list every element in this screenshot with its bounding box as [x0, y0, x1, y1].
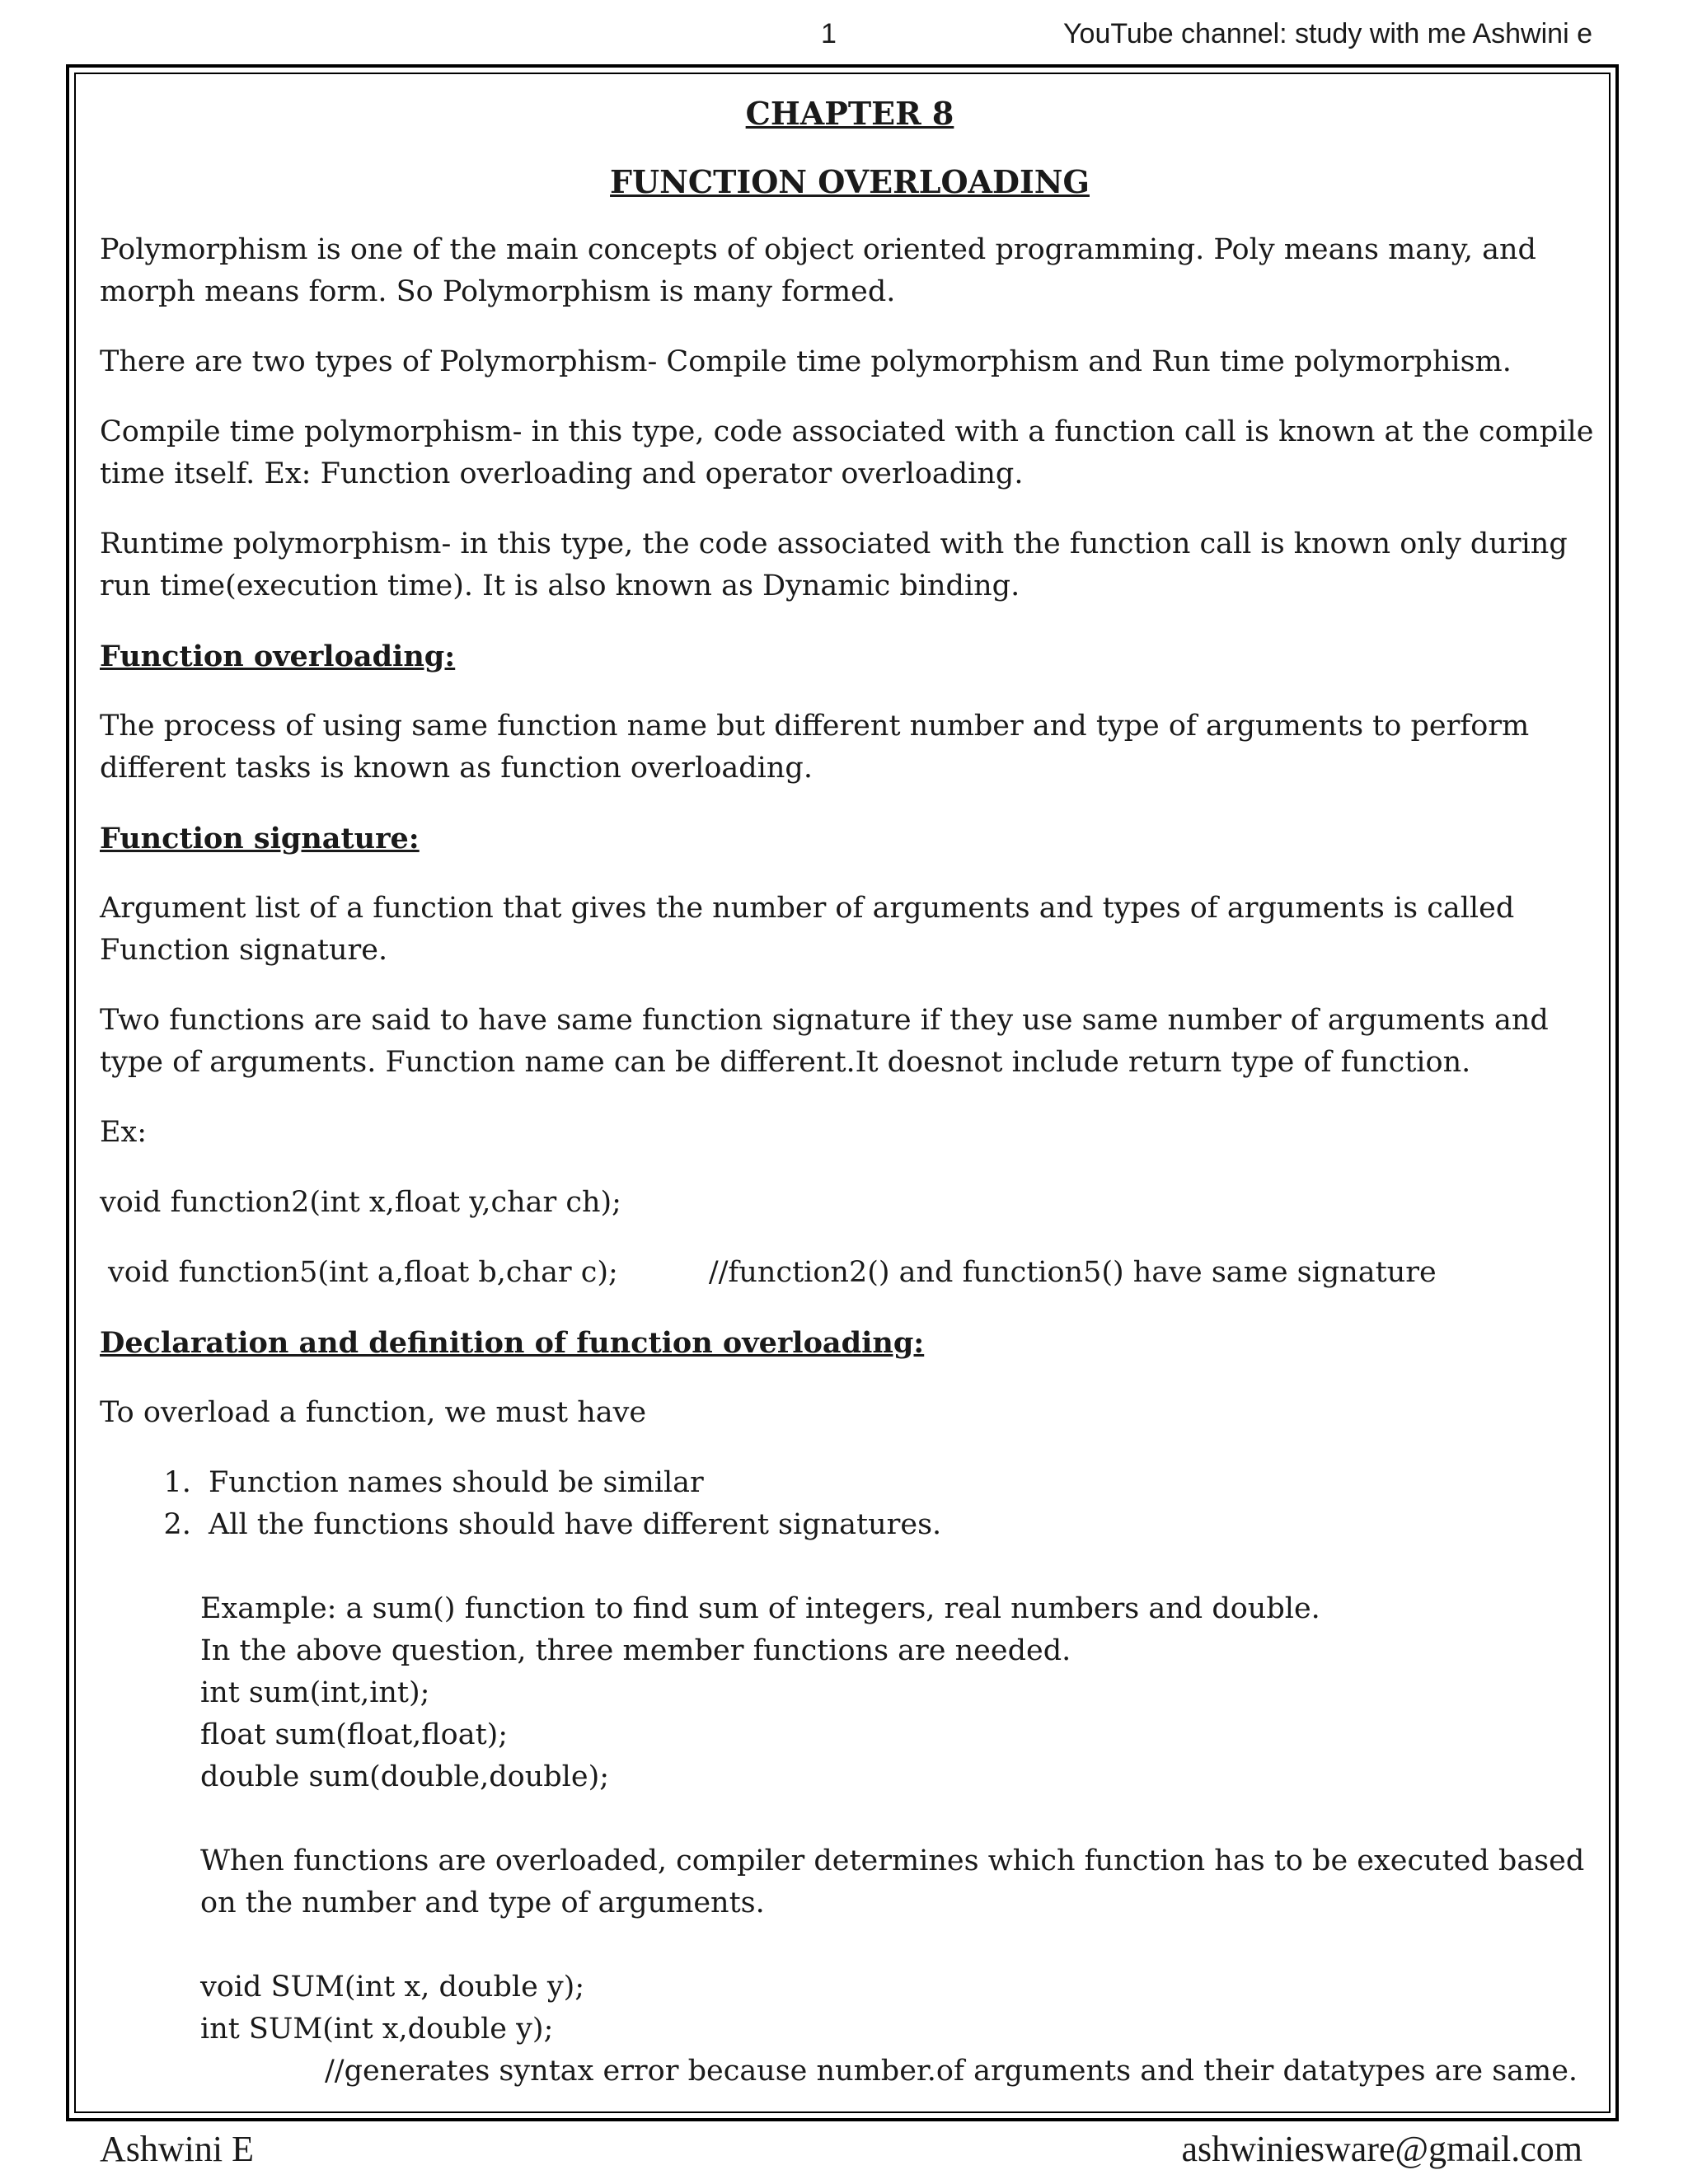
page-number: 1: [821, 18, 837, 49]
requirements-list: [100, 1462, 1600, 1546]
code-line-function5: [100, 1252, 1600, 1294]
paragraph-function-overloading: The process of using same function name but different number and type of arguments to perform different tasks is known as function overloading.: [100, 710, 1530, 785]
paragraph-compiler: When functions are overloaded, compiler determines which function has to be executed based on the number and type of arguments.: [200, 1844, 1585, 1919]
paragraph-overload-intro: To overload a function, we must have: [100, 1396, 647, 1429]
heading-function-overloading: Function overloading:: [100, 640, 456, 673]
code-line: int SUM(int x,double y);: [200, 2013, 554, 2046]
paragraph-compile-time: Compile time polymorphism- in this type, code associated with a function call is known at the compile time itself. Ex: Function overloading and operator overloading.: [100, 415, 1594, 490]
list-item: 1. Function names should be similar: [200, 1462, 1600, 1504]
code-comment-same-signature: //function2() and function5() have same signature: [708, 1256, 1437, 1289]
code-line: double sum(double,double);: [200, 1760, 610, 1793]
footer-author: Ashwini E: [100, 2129, 254, 2169]
page-content: [100, 92, 1600, 2093]
paragraph-signature-definition: Argument list of a function that gives the number of arguments and types of arguments is called Function signature.: [100, 892, 1515, 967]
code-line-function2: void function2(int x,float y,char ch);: [100, 1186, 621, 1219]
code-line: void SUM(int x, double y);: [200, 1971, 585, 2004]
example-label: Ex:: [100, 1116, 148, 1149]
page-title: FUNCTION OVERLOADING: [610, 163, 1090, 200]
code-function5: void function5(int a,float b,char c);: [108, 1256, 618, 1289]
paragraph-same-signature: Two functions are said to have same function signature if they use same number of arguments and type of arguments. Function name can be different.It doesnot include return type of function.: [100, 1004, 1549, 1079]
footer-email: ashwiniesware@gmail.com: [1181, 2129, 1582, 2169]
paragraph-runtime: Runtime polymorphism- in this type, the code associated with the function call is known only during run time(execution time). It is also known as Dynamic binding.: [100, 527, 1568, 602]
chapter-heading: CHAPTER 8: [745, 95, 954, 132]
paragraph-polymorphism: Polymorphism is one of the main concepts of object oriented programming. Poly means many, and morph means form. So Polymorphism is many formed.: [100, 233, 1536, 308]
heading-function-signature: Function signature:: [100, 822, 420, 855]
list-item: 2. All the functions should have different signatures.: [200, 1504, 1600, 1546]
code-comment-syntax-error: //generates syntax error because number.of arguments and their datatypes are same.: [325, 2055, 1578, 2088]
example-line: In the above question, three member functions are needed.: [200, 1634, 1071, 1667]
paragraph-types: There are two types of Polymorphism- Compile time polymorphism and Run time polymorphism.: [100, 345, 1512, 378]
code-line: float sum(float,float);: [200, 1718, 509, 1751]
code-line: int sum(int,int);: [200, 1676, 430, 1709]
example-line: Example: a sum() function to find sum of integers, real numbers and double.: [200, 1592, 1320, 1625]
channel-header: YouTube channel: study with me Ashwini e: [1063, 18, 1592, 49]
heading-declaration: Declaration and definition of function overloading:: [100, 1326, 925, 1360]
example-block: [100, 1588, 1600, 2093]
